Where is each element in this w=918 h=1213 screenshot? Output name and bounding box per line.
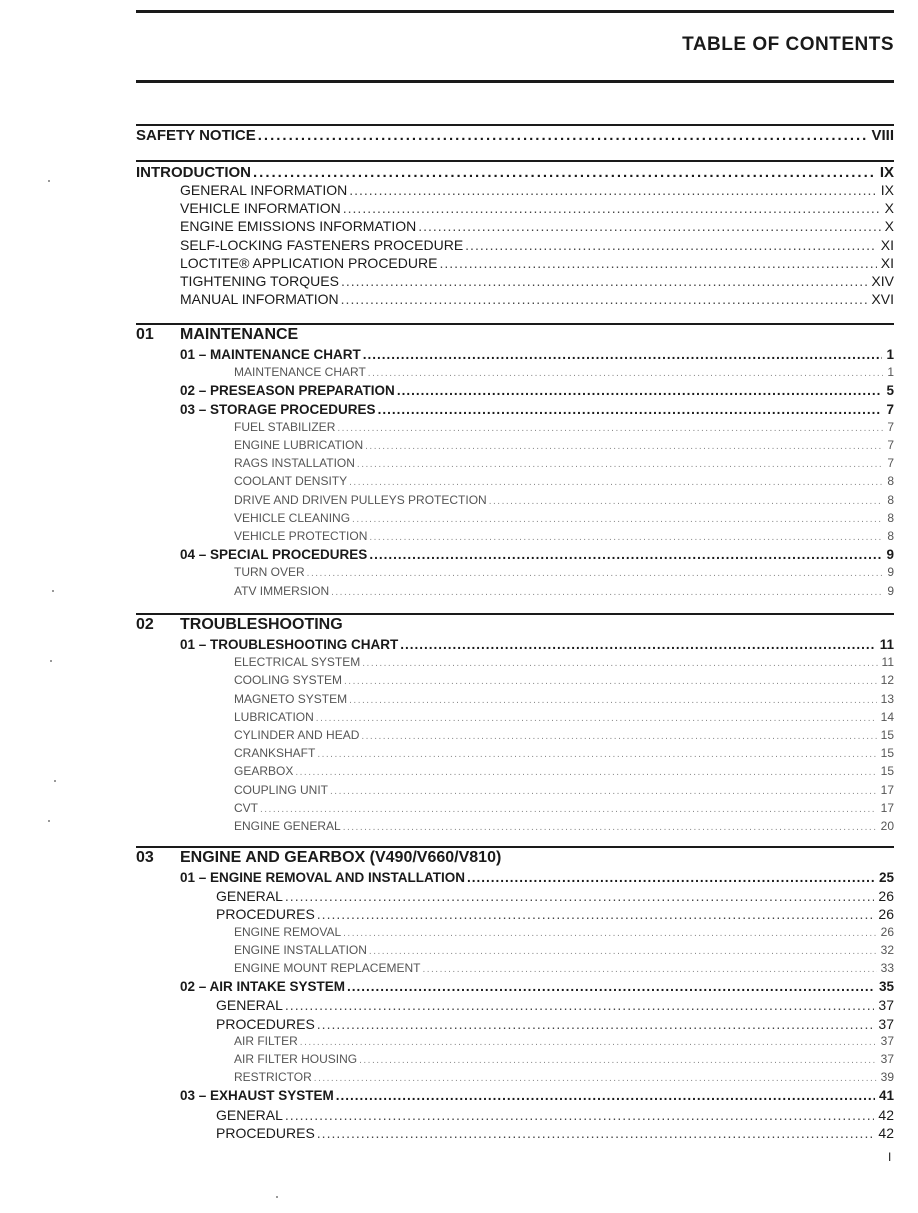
entry-page: 37 [878, 1015, 894, 1032]
entry-label: ENGINE INSTALLATION [234, 942, 367, 957]
entry-label: ATV IMMERSION [234, 583, 330, 598]
leader-dots [341, 273, 867, 289]
toc-entry[interactable] [234, 692, 894, 706]
leader-dots [336, 1088, 875, 1103]
entry-label: ENGINE MOUNT REPLACEMENT [234, 961, 421, 975]
leader-dots [365, 441, 883, 452]
title-rule [136, 80, 894, 83]
leader-dots [363, 347, 883, 362]
entry-label: PROCEDURES [216, 906, 315, 923]
toc-entry[interactable] [234, 746, 894, 760]
leader-dots [362, 658, 877, 669]
entry-page: 35 [878, 979, 894, 995]
entry-page: 13 [880, 691, 894, 706]
leader-dots [361, 731, 876, 742]
leader-dots [467, 870, 875, 885]
chapter-rule [136, 323, 894, 325]
toc-entry-introduction[interactable] [136, 164, 894, 181]
entry-label: INTRODUCTION [136, 164, 251, 181]
scan-speck [276, 1196, 278, 1198]
toc-entry[interactable] [234, 764, 894, 778]
entry-label: LUBRICATION [234, 709, 314, 724]
entry-label: CRANKSHAFT [234, 746, 316, 761]
entry-page: 26 [878, 906, 894, 923]
entry-page: 5 [886, 383, 894, 399]
entry-page: 11 [879, 637, 894, 652]
entry-page: XIV [871, 273, 894, 289]
entry-label: 01 – ENGINE REMOVAL AND INSTALLATION [180, 870, 466, 885]
entry-page: 37 [878, 997, 894, 1014]
entry-label: GENERAL [216, 888, 283, 905]
entry-page: 42 [878, 1124, 894, 1141]
entry-label: GEARBOX [234, 764, 294, 779]
entry-label: 04 – SPECIAL PROCEDURES [180, 547, 368, 563]
entry-page: 15 [880, 728, 894, 742]
leader-dots [349, 182, 877, 198]
toc-entry[interactable] [180, 347, 894, 362]
entry-label: ENGINE LUBRICATION [234, 438, 364, 452]
entry-label: VEHICLE PROTECTION [234, 529, 368, 543]
entry-label: COOLING SYSTEM [234, 673, 343, 688]
leader-dots [369, 547, 882, 562]
toc-entry[interactable] [180, 273, 894, 289]
entry-label: VEHICLE INFORMATION [180, 200, 341, 217]
entry-page: 32 [880, 942, 894, 957]
toc-entry-safety-notice[interactable] [136, 127, 894, 144]
toc-entry[interactable] [180, 218, 894, 234]
toc-entry[interactable] [234, 456, 894, 470]
entry-label: CVT [234, 800, 258, 815]
leader-dots [439, 255, 876, 271]
leader-dots [489, 496, 884, 507]
toc-entry[interactable] [234, 710, 894, 724]
entry-label: ENGINE GENERAL [234, 819, 341, 833]
entry-label: GENERAL INFORMATION [180, 182, 348, 198]
entry-page: 37 [880, 1033, 894, 1048]
toc-entry[interactable] [234, 511, 894, 525]
toc-entry[interactable] [180, 291, 894, 307]
chapter-heading[interactable] [136, 849, 501, 867]
entry-page: 25 [878, 870, 894, 885]
toc-entry[interactable] [234, 493, 894, 507]
toc-entry[interactable] [180, 637, 894, 652]
leader-dots [341, 291, 868, 307]
toc-entry[interactable] [234, 529, 894, 543]
toc-entry[interactable] [180, 237, 894, 253]
leader-dots [418, 218, 880, 234]
entry-page: 9 [887, 565, 894, 580]
entry-label: SAFETY NOTICE [136, 127, 256, 144]
entry-page: 8 [887, 529, 894, 543]
entry-label: CYLINDER AND HEAD [234, 728, 360, 742]
leader-dots [253, 164, 876, 181]
chapter-number: 03 [136, 849, 154, 866]
entry-label: AIR FILTER [234, 1033, 298, 1048]
leader-dots [349, 477, 883, 488]
toc-entry[interactable] [234, 925, 894, 939]
leader-dots [349, 695, 877, 706]
leader-dots [465, 237, 877, 253]
leader-dots [397, 383, 883, 398]
chapter-title: MAINTENANCE [180, 326, 299, 343]
entry-label: PROCEDURES [216, 1124, 315, 1141]
leader-dots [330, 786, 877, 797]
toc-entry[interactable] [234, 783, 894, 797]
leader-dots [422, 964, 876, 975]
entry-page: 17 [880, 800, 894, 815]
leader-dots [295, 767, 876, 778]
chapter-heading[interactable] [136, 616, 343, 634]
chapter-title: TROUBLESHOOTING [180, 616, 343, 633]
chapter-number: 02 [136, 616, 154, 633]
entry-label: 03 – STORAGE PROCEDURES [180, 401, 376, 417]
entry-page: 15 [880, 746, 894, 761]
entry-page: 12 [880, 673, 894, 688]
entry-label: RAGS INSTALLATION [234, 456, 355, 471]
toc-entry[interactable] [234, 655, 894, 669]
entry-label: GENERAL [216, 997, 283, 1014]
entry-label: DRIVE AND DRIVEN PULLEYS PROTECTION [234, 492, 487, 507]
leader-dots [343, 822, 877, 833]
entry-page: 7 [886, 401, 894, 417]
chapter-title: ENGINE AND GEARBOX (V490/V660/V810) [180, 849, 502, 866]
entry-page: 33 [880, 961, 894, 975]
entry-page: 9 [886, 547, 894, 563]
leader-dots [331, 587, 883, 598]
entry-page: XI [880, 236, 894, 253]
toc-entry[interactable] [234, 420, 894, 434]
toc-entry[interactable] [216, 906, 894, 922]
scan-speck [52, 590, 54, 592]
toc-entry[interactable] [234, 1070, 894, 1084]
entry-label: 01 – TROUBLESHOOTING CHART [180, 637, 399, 652]
toc-entry[interactable] [234, 438, 894, 452]
leader-dots [357, 459, 883, 470]
entry-page: 7 [887, 438, 894, 452]
leader-dots [343, 928, 877, 939]
entry-label: COOLANT DENSITY [234, 474, 348, 489]
entry-label: 01 – MAINTENANCE CHART [180, 347, 361, 362]
leader-dots [300, 1037, 877, 1048]
toc-entry[interactable] [234, 801, 894, 815]
intro-rule [136, 160, 894, 162]
leader-dots [369, 532, 883, 543]
entry-page: 37 [880, 1052, 894, 1066]
leader-dots [359, 1055, 877, 1066]
toc-entry[interactable] [180, 402, 894, 417]
scan-speck [50, 660, 52, 662]
toc-entry[interactable] [180, 255, 894, 271]
scan-speck [48, 180, 50, 182]
entry-page: 1 [886, 347, 894, 362]
toc-entry[interactable] [234, 474, 894, 488]
toc-entry[interactable] [180, 182, 894, 198]
top-rule [136, 10, 894, 13]
entry-page: 20 [880, 819, 894, 833]
toc-entry[interactable] [180, 200, 894, 216]
leader-dots [258, 127, 868, 144]
entry-page: 42 [878, 1106, 894, 1123]
leader-dots [317, 1016, 875, 1032]
leader-dots [285, 888, 875, 904]
entry-page: 26 [880, 924, 894, 939]
leader-dots [378, 402, 883, 417]
entry-label: MAGNETO SYSTEM [234, 691, 348, 706]
entry-label: LOCTITE® APPLICATION PROCEDURE [180, 254, 438, 271]
leader-dots [260, 804, 877, 815]
entry-page: 14 [880, 709, 894, 724]
leader-dots [285, 997, 875, 1013]
entry-page: IX [879, 164, 894, 181]
toc-entry[interactable] [234, 565, 894, 579]
entry-page: 26 [878, 888, 894, 905]
entry-page: 8 [887, 510, 894, 525]
toc-entry[interactable] [180, 979, 894, 994]
chapter-heading[interactable] [136, 326, 298, 344]
chapter-rule [136, 613, 894, 615]
toc-entry[interactable] [234, 943, 894, 957]
safety-rule [136, 124, 894, 126]
entry-label: ENGINE REMOVAL [234, 924, 342, 939]
toc-entry[interactable] [216, 1016, 894, 1032]
entry-page: XVI [871, 291, 894, 308]
leader-dots [369, 946, 877, 957]
leader-dots [316, 713, 877, 724]
entry-label: PROCEDURES [216, 1015, 315, 1032]
entry-label: SELF-LOCKING FASTENERS PROCEDURE [180, 236, 464, 253]
toc-entry[interactable] [234, 673, 894, 687]
entry-page: X [884, 200, 894, 217]
leader-dots [368, 368, 884, 379]
chapter-number: 01 [136, 326, 154, 343]
leader-dots [352, 514, 883, 525]
chapter-rule [136, 846, 894, 848]
leader-dots [347, 979, 875, 994]
leader-dots [344, 676, 877, 687]
entry-page: 1 [887, 365, 894, 380]
toc-entry[interactable] [234, 961, 894, 975]
toc-entry[interactable] [234, 365, 894, 379]
leader-dots [337, 423, 883, 434]
toc-entry[interactable] [234, 1034, 894, 1048]
page-title: TABLE OF CONTENTS [682, 34, 894, 55]
entry-page: X [884, 218, 894, 235]
toc-entry[interactable] [234, 584, 894, 598]
entry-label: FUEL STABILIZER [234, 419, 336, 434]
entry-page: 8 [887, 492, 894, 507]
leader-dots [400, 637, 875, 652]
leader-dots [285, 1107, 875, 1123]
entry-label: VEHICLE CLEANING [234, 510, 351, 525]
entry-page: 8 [887, 474, 894, 489]
entry-label: ELECTRICAL SYSTEM [234, 655, 361, 670]
leader-dots [307, 568, 884, 579]
toc-entry[interactable] [180, 1088, 894, 1103]
entry-label: AIR FILTER HOUSING [234, 1052, 358, 1066]
entry-label: 02 – PRESEASON PREPARATION [180, 383, 395, 399]
entry-label: TIGHTENING TORQUES [180, 273, 339, 289]
entry-page: 9 [887, 583, 894, 598]
entry-label: MANUAL INFORMATION [180, 291, 339, 308]
entry-page: 41 [878, 1088, 894, 1104]
leader-dots [317, 1125, 875, 1141]
toc-entry[interactable] [180, 547, 894, 562]
toc-entry[interactable] [216, 1107, 894, 1123]
entry-label: RESTRICTOR [234, 1070, 312, 1085]
entry-label: 03 – EXHAUST SYSTEM [180, 1088, 334, 1104]
entry-page: IX [880, 182, 894, 198]
entry-page: 7 [887, 456, 894, 471]
scan-speck [48, 820, 50, 822]
entry-label: ENGINE EMISSIONS INFORMATION [180, 218, 417, 235]
toc-entry[interactable] [234, 728, 894, 742]
toc-entry[interactable] [216, 888, 894, 904]
entry-page: XI [880, 254, 894, 271]
page-number: I [888, 1150, 892, 1164]
entry-label: COUPLING UNIT [234, 782, 329, 797]
entry-label: TURN OVER [234, 565, 305, 580]
toc-entry[interactable] [234, 819, 894, 833]
entry-page: 17 [880, 782, 894, 797]
toc-entry[interactable] [180, 870, 894, 885]
toc-entry[interactable] [180, 383, 894, 398]
toc-entry[interactable] [216, 997, 894, 1013]
entry-page: 15 [880, 764, 894, 779]
leader-dots [317, 749, 876, 760]
entry-label: MAINTENANCE CHART [234, 365, 366, 380]
toc-entry[interactable] [216, 1125, 894, 1141]
entry-page: 7 [887, 419, 894, 434]
toc-entry[interactable] [234, 1052, 894, 1066]
entry-page: 11 [881, 655, 894, 670]
entry-page: 39 [880, 1070, 894, 1085]
entry-label: GENERAL [216, 1106, 283, 1123]
leader-dots [317, 906, 875, 922]
entry-label: 02 – AIR INTAKE SYSTEM [180, 979, 346, 995]
leader-dots [314, 1073, 877, 1084]
entry-page: VIII [871, 127, 894, 144]
leader-dots [343, 200, 881, 216]
scan-speck [54, 780, 56, 782]
